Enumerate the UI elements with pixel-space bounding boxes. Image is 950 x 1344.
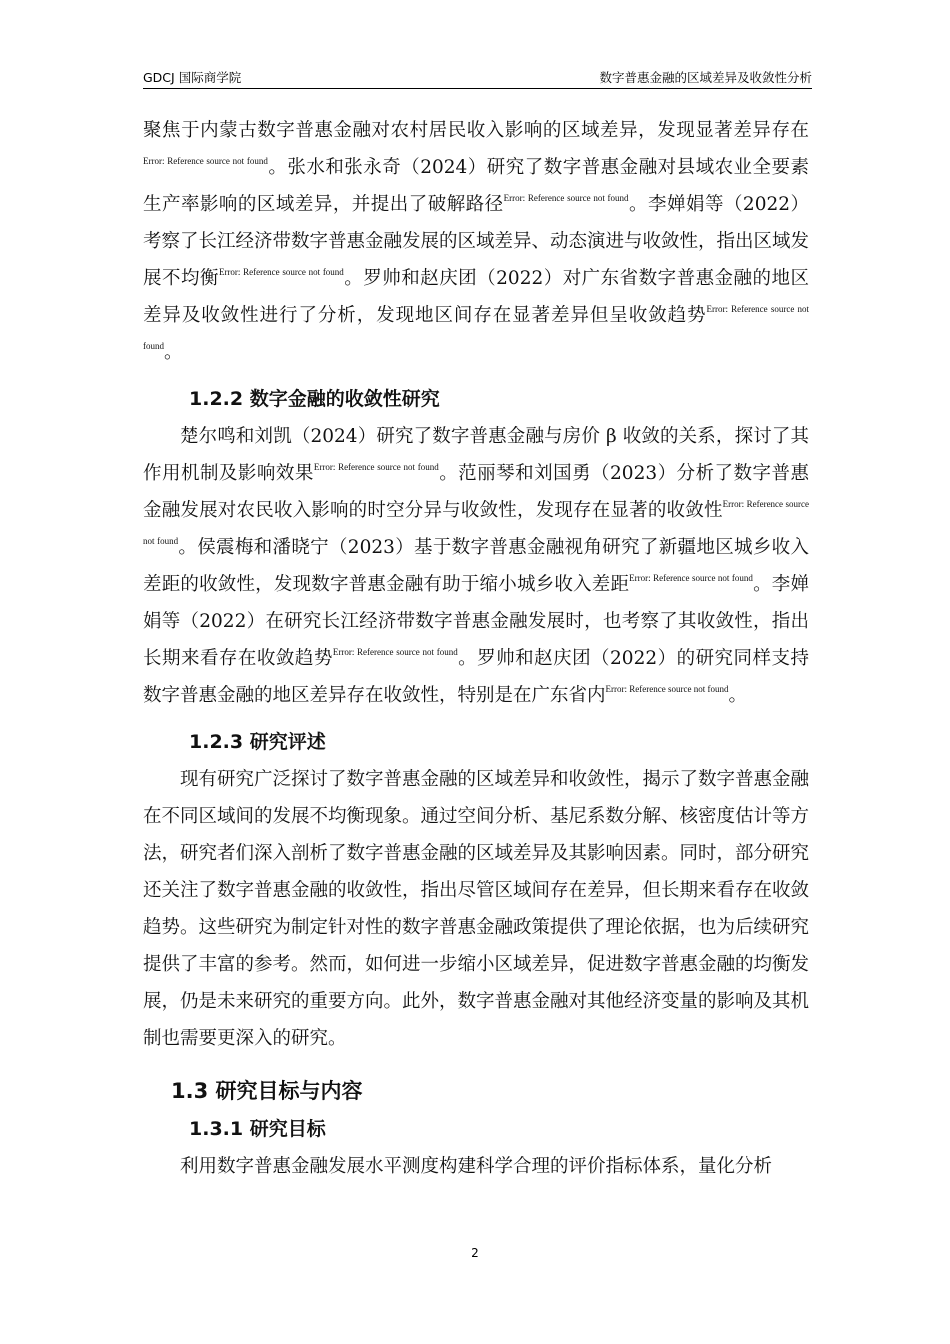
reference-error: Error: Reference source not found (143, 304, 809, 351)
section-heading-1-3-1: 1.3.1 研究目标 (189, 1118, 326, 1140)
paragraph-text: 。 (164, 342, 183, 363)
reference-error: Error: Reference source not found (313, 462, 439, 472)
paragraph-convergence (143, 418, 809, 714)
paragraph-objectives: 利用数字普惠金融发展水平测度构建科学合理的评价指标体系，量化分析 (180, 1156, 773, 1177)
paragraph-text: 。张水和张永奇（2024）研究了数字普惠金融对县域农业全要素生产率影响的区域差异，并提出了破解路径 (143, 157, 809, 215)
paragraph-text: 。侯震梅和潘晓宁（2023）基于数字普惠金融视角研究了新疆地区城乡收入差距的收敛性，发现数字普惠金融有助于缩小城乡收入差距 (143, 537, 809, 595)
reference-error: Error: Reference source not found (605, 684, 729, 694)
paragraph-text: 。 (728, 685, 747, 706)
paragraph-text: 聚焦于内蒙古数字普惠金融对农村居民收入影响的区域差异，发现显著差异存在 (143, 120, 809, 141)
header-institution: GDCJ 国际商学院 (143, 70, 242, 85)
section-heading-1-3: 1.3 研究目标与内容 (171, 1079, 363, 1103)
paragraph-text: 。罗帅和赵庆团（2022）对广东省数字普惠金融的地区差异及收敛性进行了分析，发现地区间存在显著差异但呈收敛趋势 (143, 268, 809, 326)
paragraph-review: 现有研究广泛探讨了数字普惠金融的区域差异和收敛性，揭示了数字普惠金融在不同区域间的发展不均衡现象。通过空间分析、基尼系数分解、核密度估计等方法，研究者们深入剖析了数字普惠金融的区域差异及其影响因素。同时，部分研究还关注了数字普惠金融的收敛性，指出尽管区域间存在差异，但长期来看存在收敛趋势。这些研究为制定针对性的数字普惠金融政策提供了理论依据，也为后续研究提供了丰富的参考。然而，如何进一步缩小区域差异，促进数字普惠金融的均衡发展，仍是未来研究的重要方向。此外，数字普惠金融对其他经济变量的影响及其机制也需要更深入的研究。 (143, 769, 810, 1049)
section-heading-1-2-2: 1.2.2 数字金融的收敛性研究 (189, 388, 440, 410)
paragraph-text: 。李婵娟等（2022）在研究长江经济带数字普惠金融发展时，也考察了其收敛性，指出长期来看存在收敛趋势 (143, 574, 809, 669)
paragraph-text: 。范丽琴和刘国勇（2023）分析了数字普惠金融发展对农民收入影响的时空分异与收敛性，发现存在显著的收敛性 (143, 463, 809, 521)
reference-error: Error: Reference source not found (629, 573, 753, 583)
page-header (143, 68, 812, 89)
reference-error: Error: Reference source not found (503, 193, 629, 203)
reference-error: Error: Reference source not found (143, 156, 268, 166)
reference-error: Error: Reference source not found (143, 499, 809, 546)
reference-error: Error: Reference source not found (218, 267, 344, 277)
paragraph-regional-differences (143, 112, 809, 371)
page-number: 2 (471, 1246, 479, 1260)
section-heading-1-2-3: 1.2.3 研究评述 (189, 731, 326, 753)
paragraph-text: 楚尔鸣和刘凯（2024）研究了数字普惠金融与房价 β 收敛的关系，探讨了其作用机制及影响效果 (143, 426, 809, 484)
paragraph-text: 。罗帅和赵庆团（2022）的研究同样支持数字普惠金融的地区差异存在收敛性，特别是在广东省内 (143, 648, 809, 706)
header-document-title: 数字普惠金融的区域差异及收敛性分析 (599, 70, 812, 85)
reference-error: Error: Reference source not found (332, 647, 458, 657)
paragraph-text: 。李婵娟等（2022）考察了长江经济带数字普惠金融发展的区域差异、动态演进与收敛性，指出区域发展不均衡 (143, 194, 810, 289)
page-body (143, 112, 809, 1185)
